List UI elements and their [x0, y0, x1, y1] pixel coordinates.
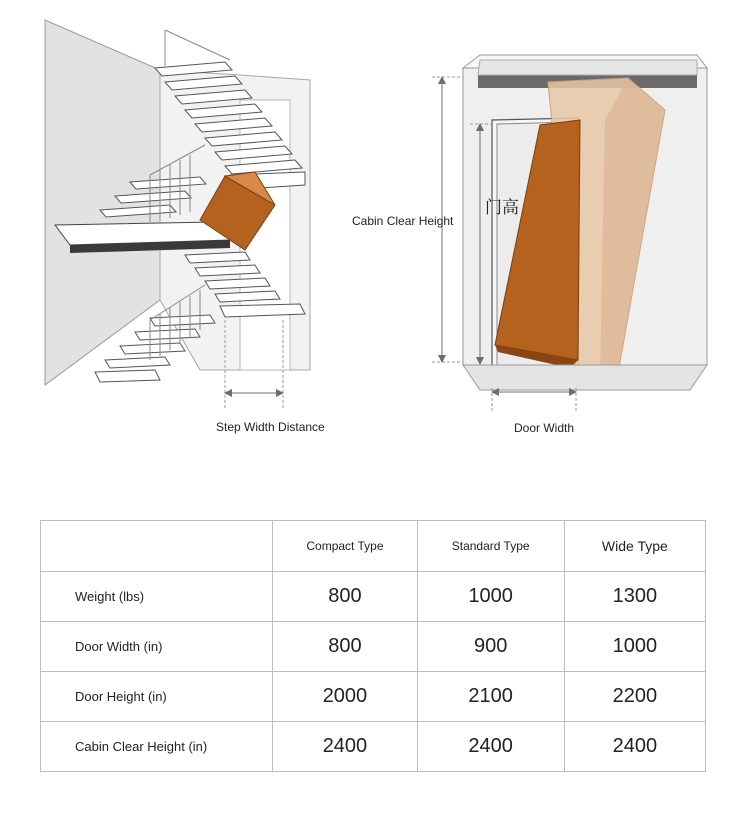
column-header-compact: Compact Type: [273, 521, 417, 572]
table-cell: 1300: [564, 572, 705, 622]
table-cell: 2100: [417, 672, 564, 722]
cabin-diagram: [432, 55, 707, 412]
column-header-wide: Wide Type: [564, 521, 705, 572]
door-height-label: 门高: [485, 198, 519, 218]
column-header-standard: Standard Type: [417, 521, 564, 572]
row-label-cabin-clear-height: Cabin Clear Height (in): [41, 722, 273, 772]
table-cell: 1000: [417, 572, 564, 622]
table-cell: 2200: [564, 672, 705, 722]
table-row: [41, 622, 706, 672]
cabin-clear-height-label: Cabin Clear Height: [352, 214, 454, 228]
table-cell: 1000: [564, 622, 705, 672]
table-cell: 800: [273, 622, 417, 672]
table-header-row: [41, 521, 706, 572]
staircase-diagram: [45, 20, 310, 410]
table-cell: 800: [273, 572, 417, 622]
table-row: [41, 722, 706, 772]
table-cell: 900: [417, 622, 564, 672]
row-label-door-width: Door Width (in): [41, 622, 273, 672]
table-cell: 2400: [273, 722, 417, 772]
table-corner-cell: [41, 521, 273, 572]
table-row: [41, 572, 706, 622]
table-cell: 2000: [273, 672, 417, 722]
table-row: [41, 672, 706, 722]
row-label-door-height: Door Height (in): [41, 672, 273, 722]
row-label-weight: Weight (lbs): [41, 572, 273, 622]
table-cell: 2400: [564, 722, 705, 772]
step-width-label: Step Width Distance: [216, 420, 325, 434]
spec-table: [40, 520, 706, 772]
table-cell: 2400: [417, 722, 564, 772]
door-width-label: Door Width: [514, 421, 575, 435]
